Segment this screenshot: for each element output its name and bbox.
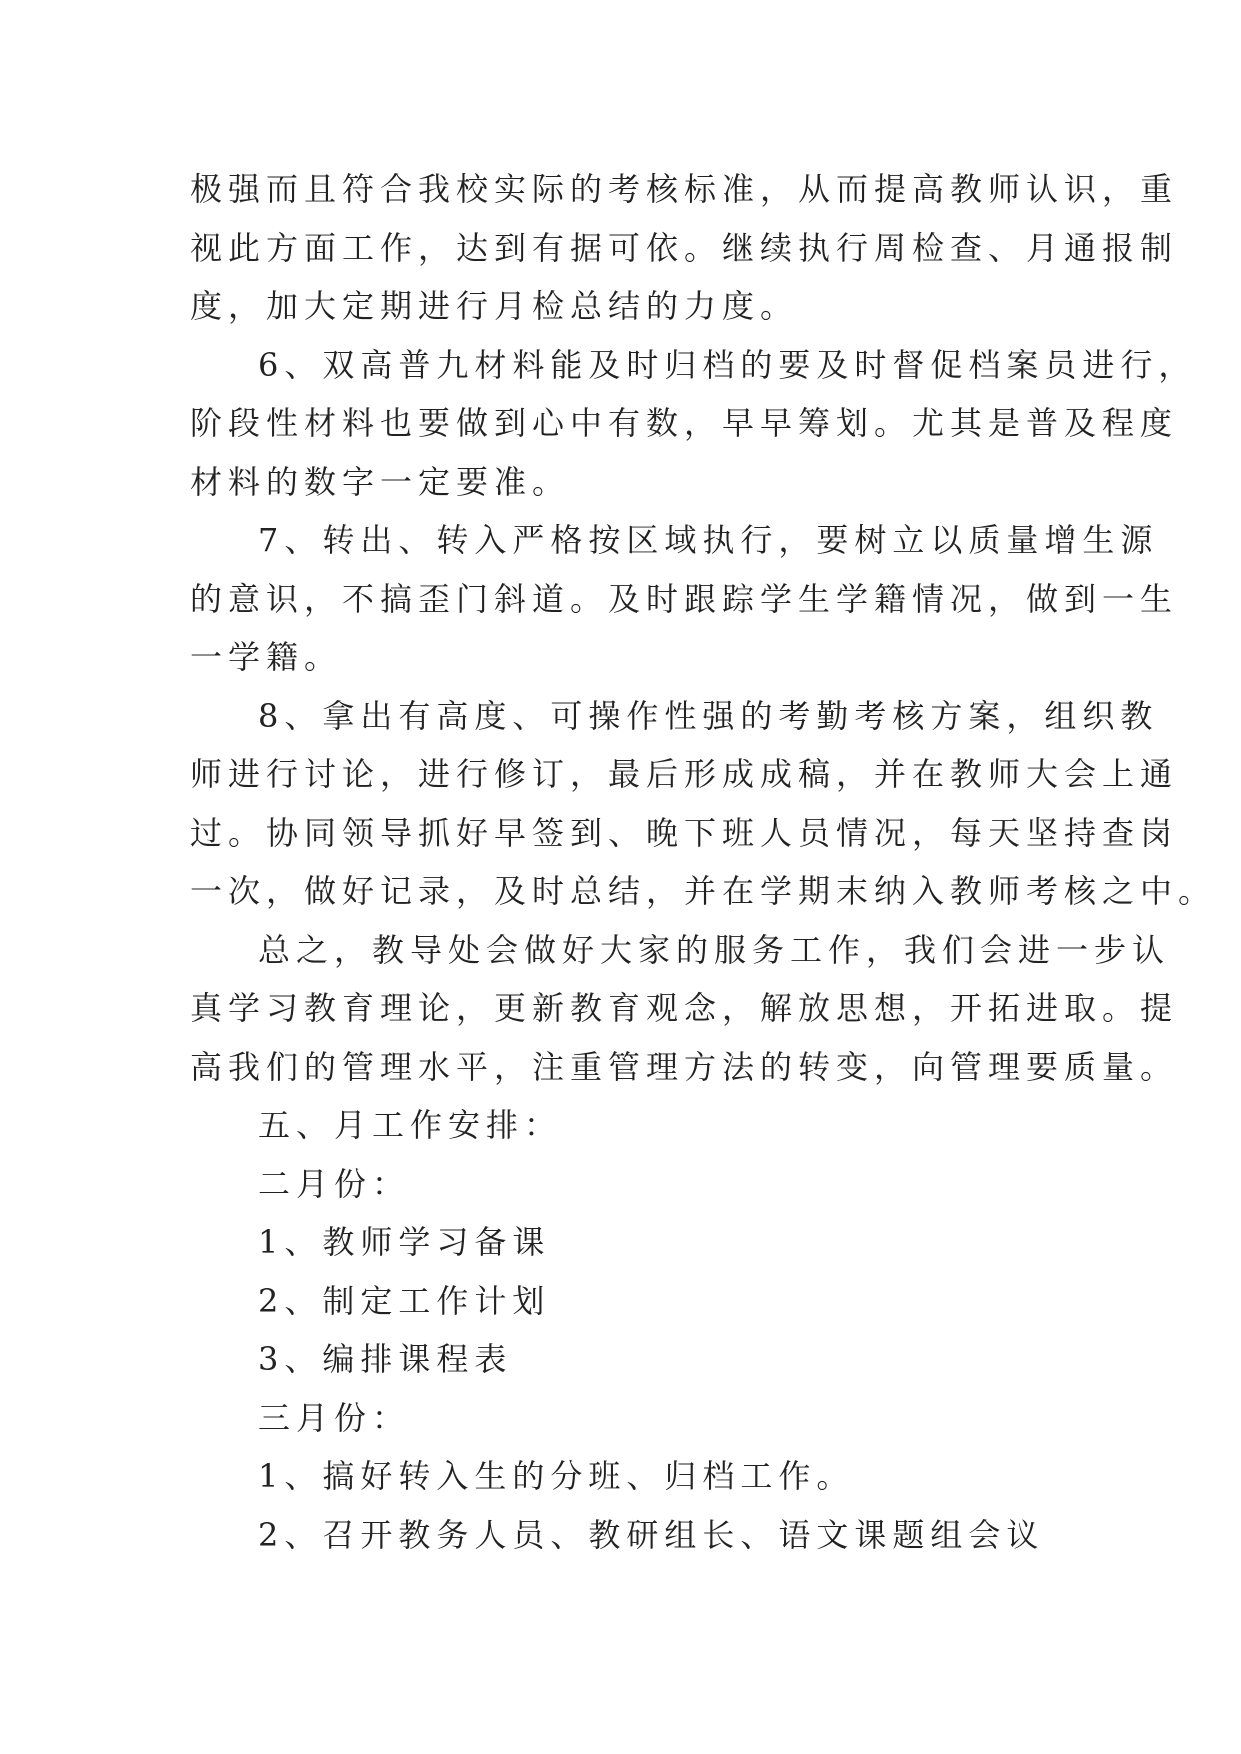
text-line: 2、召开教务人员、教研组长、语文课题组会议 — [258, 1515, 1045, 1554]
text-line: 一次，做好记录，及时总结，并在学期末纳入教师考核之中。 — [190, 872, 1217, 910]
text-line: 二月份： — [258, 1164, 411, 1203]
text-line: 度，加大定期进行月检总结的力度。 — [190, 287, 799, 325]
text-line: 高我们的管理水平，注重管理方法的转变，向管理要质量。 — [190, 1047, 1179, 1086]
text-line: 8、拿出有高度、可操作性强的考勤考核方案，组织教 — [258, 696, 1159, 735]
document-body — [190, 160, 1217, 1564]
text-line: 五、月工作安排： — [258, 1106, 563, 1144]
text-line: 材料的数字一定要准。 — [190, 462, 571, 501]
text-line: 真学习教育理论，更新教育观念，解放思想，开拓进取。提 — [190, 989, 1179, 1027]
text-line: 3、编排课程表 — [258, 1340, 513, 1378]
text-line: 视此方面工作，达到有据可依。继续执行周检查、月通报制 — [190, 228, 1179, 267]
text-line: 1、教师学习备课 — [258, 1223, 551, 1261]
text-line: 的意识，不搞歪门斜道。及时跟踪学生学籍情况，做到一生 — [190, 579, 1179, 618]
text-line: 三月份： — [258, 1398, 411, 1437]
text-line: 7、转出、转入严格按区域执行，要树立以质量增生源 — [258, 521, 1159, 559]
text-line: 6、双高普九材料能及时归档的要及时督促档案员进行， — [258, 345, 1197, 384]
text-line: 过。协同领导抓好早签到、晚下班人员情况，每天坚持查岗 — [190, 813, 1179, 852]
text-line: 2、制定工作计划 — [258, 1281, 551, 1320]
text-line: 1、搞好转入生的分班、归档工作。 — [258, 1457, 855, 1495]
text-line: 总之，教导处会做好大家的服务工作，我们会进一步认 — [258, 930, 1171, 969]
text-line: 阶段性材料也要做到心中有数，早早筹划。尤其是普及程度 — [190, 404, 1179, 442]
text-line: 师进行讨论，进行修订，最后形成成稿，并在教师大会上通 — [190, 755, 1179, 793]
text-line: 一学籍。 — [190, 638, 343, 676]
text-line: 极强而且符合我校实际的考核标准，从而提高教师认识，重 — [190, 170, 1179, 208]
